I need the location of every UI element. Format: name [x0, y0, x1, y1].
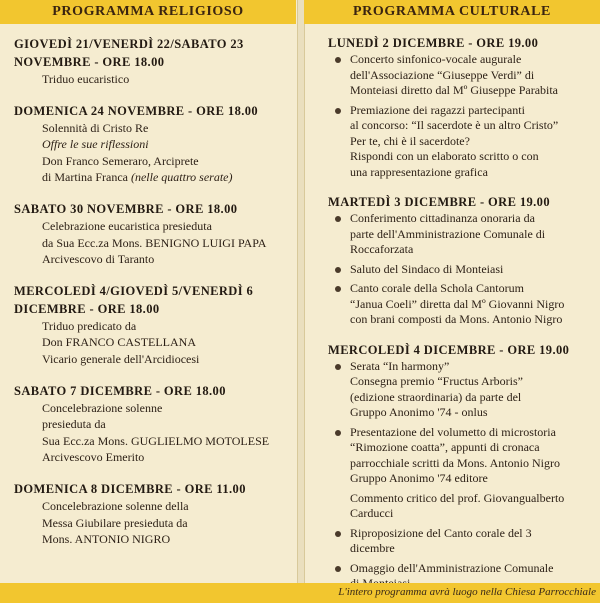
event-line-text: di Martina Franca [42, 170, 128, 185]
event-bullet-list [328, 52, 600, 180]
bullet-line: Rispondi con un elaborato scritto o con [350, 149, 539, 163]
bullet-item [328, 103, 600, 181]
event-date: SABATO 7 DICEMBRE - ORE 18.00 [14, 383, 226, 398]
religious-column [0, 0, 296, 583]
event-item [328, 34, 600, 180]
event-item [328, 341, 600, 592]
cultural-column [304, 0, 600, 583]
bullet-line: Riproposizione del Canto corale del 3 [350, 525, 532, 540]
bullet-icon [335, 216, 341, 222]
event-line: Vicario generale dell'Arcidiocesi [42, 351, 200, 366]
event-date: LUNEDÌ 2 DICEMBRE - ORE 19.00 [328, 36, 539, 50]
event-date: DOMENICA 24 NOVEMBRE - ORE 18.00 [14, 103, 259, 118]
event-item [328, 193, 600, 328]
event-line: Arcivescovo di Taranto [42, 252, 155, 267]
bullet-line: Gruppo Anonimo '74 - onlus [350, 405, 488, 419]
bullet-line: Monteiasi diretto dal Mº Giuseppe Parabita [350, 83, 559, 97]
event-line-italic: (nelle quattro serate) [130, 170, 233, 185]
event-bullet-list [328, 211, 600, 328]
event-date: MARTEDÌ 3 DICEMBRE - ORE 19.00 [328, 195, 550, 209]
event-line: Messa Giubilare presieduta da [42, 515, 188, 530]
bullet-item [328, 359, 600, 421]
bullet-line: Omaggio dell'Amministrazione Comunale [350, 560, 554, 575]
bullet-icon [335, 364, 341, 370]
bullet-line: “Rimozione coatta”, appunti di cronaca [350, 440, 540, 454]
event-line: Triduo eucaristico [42, 72, 130, 86]
event-line: da Sua Ecc.za Mons. BENIGNO LUIGI PAPA [42, 235, 267, 250]
bullet-line: (edizione straordinaria) da parte del [350, 389, 522, 404]
event-line: Arcivescovo Emerito [42, 450, 145, 465]
bullet-line: Consegna premio “Fructus Arboris” [350, 374, 523, 388]
bullet-item [328, 211, 600, 258]
bullet-item [328, 526, 600, 557]
bullet-line: Conferimento cittadinanza onoraria da [350, 211, 535, 225]
event-date: GIOVEDÌ 21/VENERDÌ 22/SABATO 23 [14, 37, 244, 51]
bullet-item [328, 52, 600, 99]
event-line: Don Franco Semeraro, Arciprete [42, 153, 199, 168]
event-date: DICEMBRE - ORE 18.00 [14, 301, 160, 316]
event-date: SABATO 30 NOVEMBRE - ORE 18.00 [14, 201, 238, 216]
bullet-item [328, 262, 600, 278]
bullet-line: parrocchiale scritti da Mons. Antonio Nigro [350, 455, 560, 470]
event-line [14, 169, 286, 186]
event-line: Mons. ANTONIO NIGRO [42, 532, 171, 547]
event-line: Concelebrazione solenne [42, 400, 163, 415]
event-item [14, 35, 286, 88]
bullet-line: Presentazione del volumetto di microstoria [350, 424, 556, 439]
bullet-line: una rappresentazione grafica [350, 164, 488, 179]
event-line: Solennità di Cristo Re [42, 120, 149, 135]
event-item [14, 102, 286, 186]
event-date: DOMENICA 8 DICEMBRE - ORE 11.00 [14, 481, 246, 496]
religious-events [0, 24, 296, 548]
bullet-line: dell'Associazione “Giuseppe Verdi” di [350, 67, 535, 82]
event-line-italic: Offre le sue riflessioni [42, 137, 149, 152]
event-item [14, 282, 286, 368]
religious-header: PROGRAMMA RELIGIOSO [0, 0, 296, 24]
event-date: MERCOLEDÌ 4/GIOVEDÌ 5/VENERDÌ 6 [14, 283, 254, 298]
bullet-line: al concorso: “Il sacerdote è un altro Cristo” [350, 118, 559, 132]
footer-note: L'intero programma avrà luogo nella Chiesa Parrocchiale [338, 586, 596, 598]
bullet-item [328, 281, 600, 328]
bullet-icon [335, 531, 341, 537]
cultural-header: PROGRAMMA CULTURALE [304, 0, 600, 24]
event-item [14, 480, 286, 548]
bullet-line: Roccaforzata [350, 242, 414, 256]
bullet-icon [335, 267, 341, 273]
event-line: Sua Ecc.za Mons. GUGLIELMO MOTOLESE [42, 433, 270, 448]
event-note: Commento critico del prof. Giovangualberto [350, 490, 565, 505]
bullet-line: Serata “In harmony” [350, 358, 450, 373]
footer-band [0, 583, 600, 603]
bullet-icon [335, 566, 341, 572]
event-date: NOVEMBRE - ORE 18.00 [14, 55, 165, 69]
bullet-icon [335, 57, 341, 63]
bullet-line: dicembre [350, 541, 395, 555]
bullet-line: Gruppo Anonimo '74 editore [350, 471, 488, 485]
event-line: presieduta da [42, 417, 106, 432]
event-bullet-list [328, 359, 600, 487]
event-line: Celebrazione eucaristica presieduta [42, 218, 212, 233]
bullet-line: Concerto sinfonico-vocale augurale [350, 52, 522, 66]
cultural-events [304, 24, 600, 592]
event-line [14, 136, 286, 153]
bullet-line: con brani composti da Mons. Antonio Nigro [350, 312, 563, 326]
event-line: Concelebrazione solenne della [42, 498, 189, 513]
event-item [14, 382, 286, 466]
bullet-icon [335, 430, 341, 436]
bullet-line: Per te, chi è il sacerdote? [350, 133, 470, 148]
event-line: Triduo predicato da [42, 318, 137, 333]
event-note: Carducci [350, 506, 394, 520]
bullet-line: “Janua Coeli” diretta dal Mº Giovanni Nigro [350, 296, 565, 311]
bullet-line: Canto corale della Schola Cantorum [350, 281, 524, 295]
event-bullet-list [328, 526, 600, 592]
event-date: MERCOLEDÌ 4 DICEMBRE - ORE 19.00 [328, 342, 570, 357]
event-line: Don FRANCO CASTELLANA [42, 335, 197, 350]
bullet-icon [335, 108, 341, 114]
bullet-line: parte dell'Amministrazione Comunale di [350, 226, 546, 241]
bullet-line: Saluto del Sindaco di Monteiasi [350, 261, 504, 276]
bullet-icon [335, 286, 341, 292]
bullet-line: Premiazione dei ragazzi partecipanti [350, 102, 525, 117]
event-item [14, 200, 286, 268]
bullet-item [328, 425, 600, 487]
